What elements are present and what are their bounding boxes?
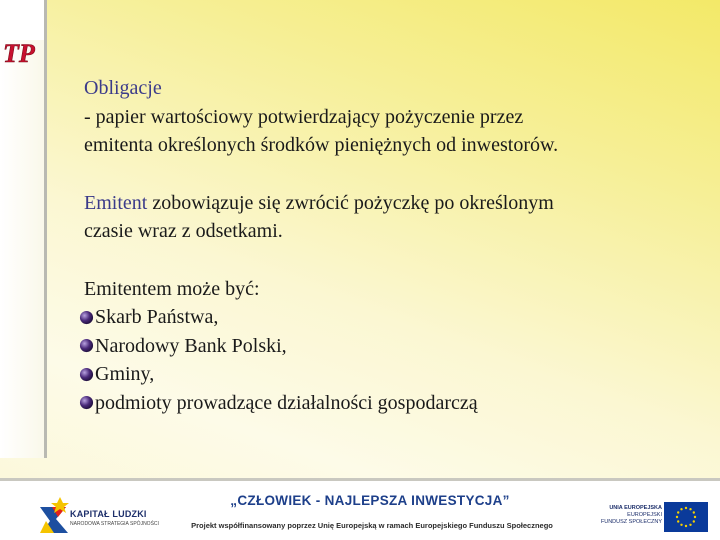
tp-logo-text: TP: [3, 39, 35, 68]
program-logo-title: KAPITAŁ LUDZKI: [70, 509, 147, 519]
program-logo-subtitle: NARODOWA STRATEGIA SPÓJNOŚCI: [70, 521, 159, 527]
frame-left: [0, 40, 47, 458]
sphere-bullet-icon: [79, 395, 94, 410]
eu-logo-text: [590, 505, 662, 526]
list-item-text: podmioty prowadzące działalności gospodarczą: [95, 391, 478, 414]
project-note: Projekt współfinansowany poprzez Unię Europejską w ramach Europejskiego Funduszu Społecznego: [191, 521, 553, 530]
list-item-text: Gminy,: [95, 363, 155, 385]
eu-logo-line-1: UNIA EUROPEJSKA: [609, 505, 662, 511]
sphere-bullet-icon: [79, 310, 94, 325]
definition-paragraph: [84, 74, 684, 160]
sphere-bullet-icon: [79, 367, 94, 382]
sphere-bullet-icon: [79, 338, 94, 353]
eu-logo-line-3: FUNDUSZ SPOŁECZNY: [600, 519, 662, 525]
definition-line-1: - papier wartościowy potwierdzający pożyczenie przez: [84, 105, 524, 128]
list-item-text: Narodowy Bank Polski,: [95, 334, 287, 357]
term-emitent: Emitent: [84, 191, 148, 214]
emitent-line-2: czasie wraz z odsetkami.: [84, 220, 283, 242]
issuers-list: [84, 303, 684, 417]
slogan: „CZŁOWIEK - NAJLEPSZA INWESTYCJA”: [230, 493, 510, 508]
emitent-paragraph: [84, 189, 684, 246]
footer: [0, 481, 720, 540]
list-item: [84, 303, 684, 332]
tp-logo: [2, 38, 42, 68]
list-item: [84, 332, 684, 361]
eu-logo-line-2: EUROPEJSKI: [627, 512, 662, 518]
list-item: [84, 389, 684, 418]
term-obligacje: Obligacje: [84, 77, 162, 99]
list-item: [84, 360, 684, 389]
issuers-heading: Emitentem może być:: [84, 277, 260, 300]
eu-flag-icon: [664, 502, 708, 532]
frame-top: [0, 0, 47, 40]
emitent-line-1: zobowiązuje się zwrócić pożyczkę po określonym: [147, 191, 554, 214]
slide-content: [84, 74, 684, 417]
definition-line-2: emitenta określonych środków pieniężnych od inwestorów.: [84, 134, 559, 156]
list-item-text: Skarb Państwa,: [95, 306, 219, 328]
